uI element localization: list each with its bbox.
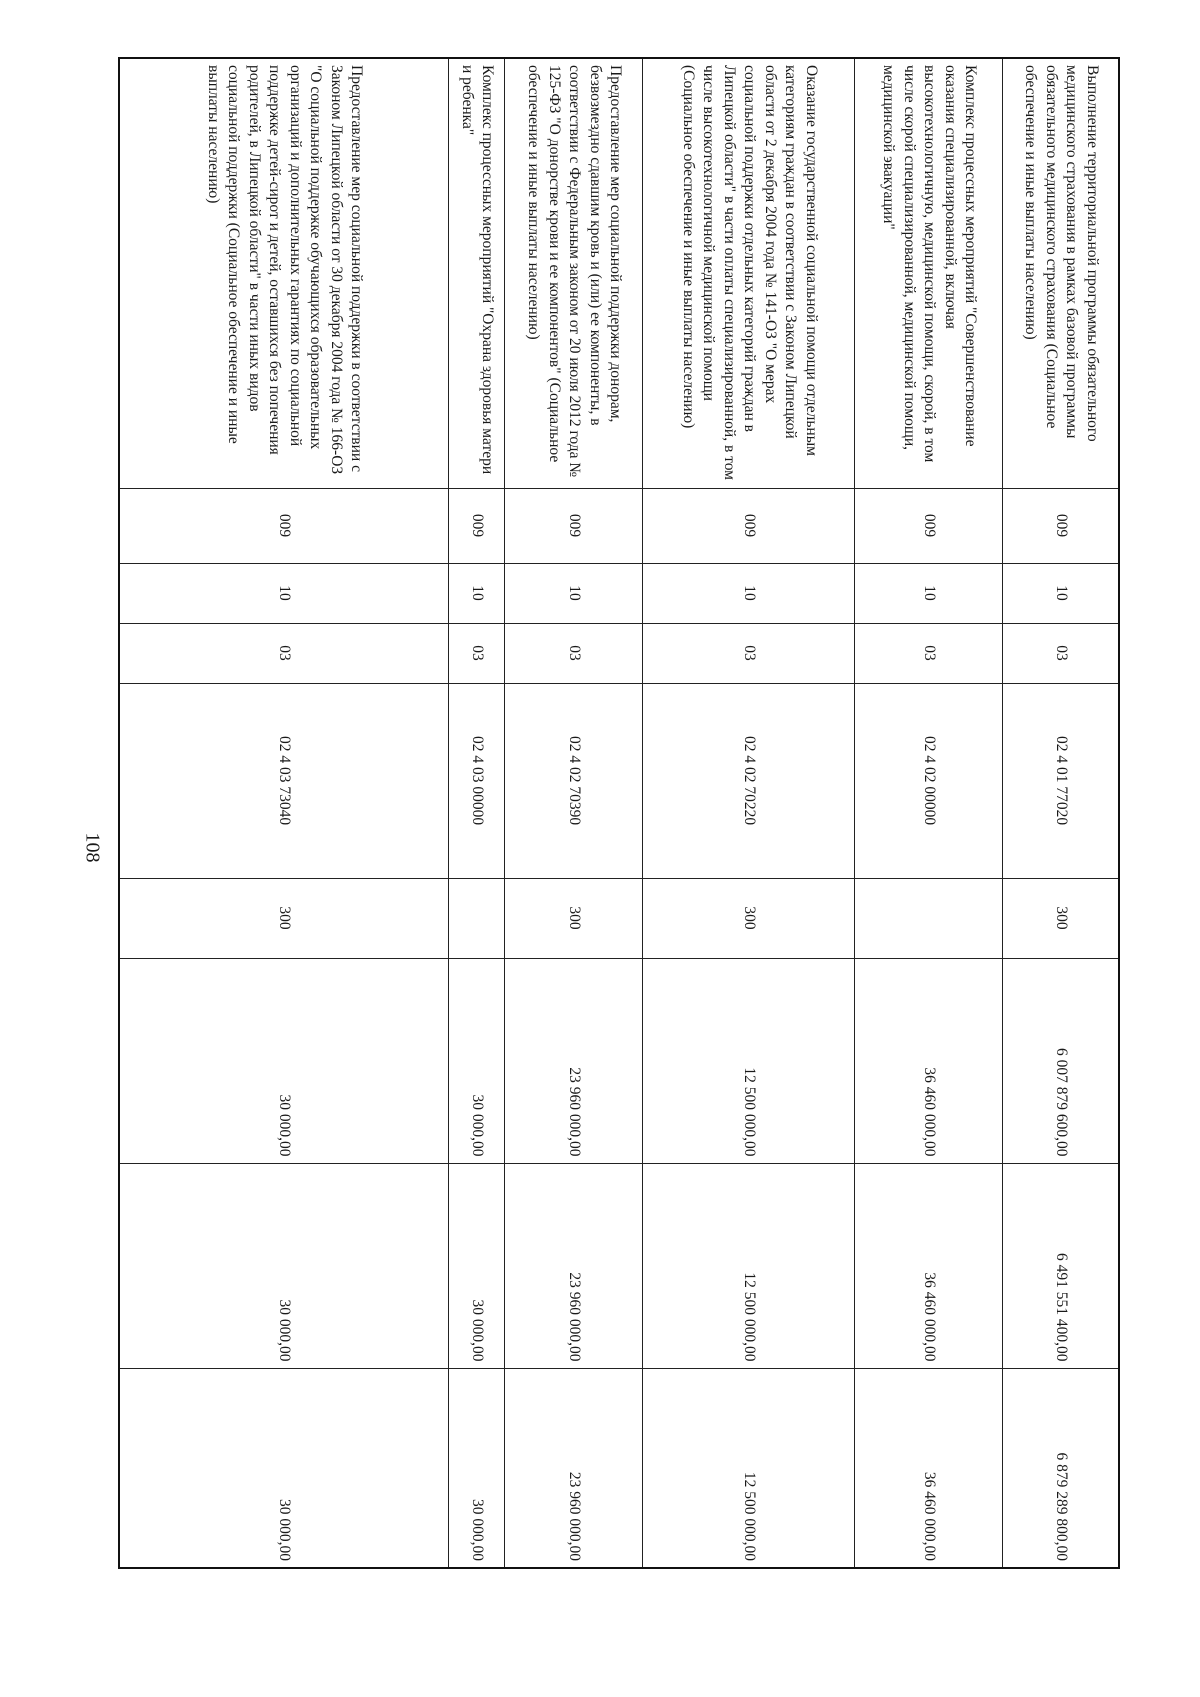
table-row [855, 58, 1003, 1568]
amount-year-3: 36 460 000,00 [855, 1368, 1003, 1568]
page-number: 108 [81, 832, 104, 863]
budget-table [118, 57, 1120, 1569]
subsection-code: 03 [449, 623, 505, 683]
amount-year-2: 36 460 000,00 [855, 1163, 1003, 1368]
grbs-code: 009 [855, 488, 1003, 563]
amount-year-3: 23 960 000,00 [505, 1368, 643, 1568]
grbs-code: 009 [449, 488, 505, 563]
expense-type-code [449, 878, 505, 958]
table-row [643, 58, 855, 1568]
amount-year-3: 30 000,00 [449, 1368, 505, 1568]
expense-type-code: 300 [643, 878, 855, 958]
amount-year-1: 23 960 000,00 [505, 958, 643, 1163]
section-code: 10 [505, 563, 643, 623]
row-description: Предоставление мер социальной поддержки донорам, безвозмездно сдавшим кровь и (или) ее компоненты, в соответствии с Федеральным законом от 20 июля 2012 года № 125-ФЗ "О донорстве крови и ее компонентов" (Социальное обеспечение и иные выплаты населению) [505, 58, 643, 488]
row-description: Оказание государственной социальной помощи отдельным категориям граждан в соответствии с Законом Липецкой области от 2 декабря 2004 года № 141-ОЗ "О мерах социальной поддержки отдельных категорий граждан в Липецкой области" в части оплаты специализированной, в том числе высокотехнологичной медицинской помощи (Социальное обеспечение и иные выплаты населению) [643, 58, 855, 488]
section-code: 10 [1003, 563, 1119, 623]
amount-year-1: 30 000,00 [449, 958, 505, 1163]
expense-type-code: 300 [1003, 878, 1119, 958]
table-row [449, 58, 505, 1568]
section-code: 10 [449, 563, 505, 623]
section-code: 10 [855, 563, 1003, 623]
amount-year-1: 36 460 000,00 [855, 958, 1003, 1163]
row-description: Комплекс процессных мероприятий "Совершенствование оказания специализированной, включая высокотехнологичную, медицинской помощи, скорой, в том числе скорой специализированной, медицинской помощи, медицинской эвакуации" [855, 58, 1003, 488]
expense-type-code: 300 [505, 878, 643, 958]
target-article-code: 02 4 02 70220 [643, 683, 855, 878]
section-code: 10 [643, 563, 855, 623]
target-article-code: 02 4 02 00000 [855, 683, 1003, 878]
table-row [119, 58, 449, 1568]
table-row [505, 58, 643, 1568]
amount-year-2: 30 000,00 [119, 1163, 449, 1368]
target-article-code: 02 4 03 00000 [449, 683, 505, 878]
expense-type-code [855, 878, 1003, 958]
target-article-code: 02 4 03 73040 [119, 683, 449, 878]
rotated-table-container [120, 57, 1120, 1567]
subsection-code: 03 [505, 623, 643, 683]
amount-year-1: 30 000,00 [119, 958, 449, 1163]
amount-year-3: 6 879 289 800,00 [1003, 1368, 1119, 1568]
grbs-code: 009 [119, 488, 449, 563]
amount-year-1: 12 500 000,00 [643, 958, 855, 1163]
target-article-code: 02 4 02 70390 [505, 683, 643, 878]
expense-type-code: 300 [119, 878, 449, 958]
amount-year-1: 6 007 879 600,00 [1003, 958, 1119, 1163]
row-description: Комплекс процессных мероприятий "Охрана здоровья матери и ребенка" [449, 58, 505, 488]
table-row [1003, 58, 1119, 1568]
subsection-code: 03 [1003, 623, 1119, 683]
subsection-code: 03 [119, 623, 449, 683]
row-description: Предоставление мер социальной поддержки в соответствии с Законом Липецкой области от 30 декабря 2004 года № 166-ОЗ "О социальной поддержке обучающихся образовательных организаций и дополнительных гарантиях по социальной поддержке детей-сирот и детей, оставшихся без попечения родителей, в Липецкой области" в части иных видов социальной поддержки (Социальное обеспечение и иные выплаты населению) [119, 58, 449, 488]
amount-year-2: 30 000,00 [449, 1163, 505, 1368]
amount-year-2: 23 960 000,00 [505, 1163, 643, 1368]
subsection-code: 03 [643, 623, 855, 683]
amount-year-3: 30 000,00 [119, 1368, 449, 1568]
grbs-code: 009 [1003, 488, 1119, 563]
grbs-code: 009 [643, 488, 855, 563]
amount-year-2: 6 491 551 400,00 [1003, 1163, 1119, 1368]
row-description: Выполнение территориальной программы обязательного медицинского страхования в рамках базовой программы обязательного медицинского страхования (Социальное обеспечение и иные выплаты населению) [1003, 58, 1119, 488]
amount-year-2: 12 500 000,00 [643, 1163, 855, 1368]
section-code: 10 [119, 563, 449, 623]
target-article-code: 02 4 01 77020 [1003, 683, 1119, 878]
rotated-table-frame [120, 57, 1120, 1567]
amount-year-3: 12 500 000,00 [643, 1368, 855, 1568]
grbs-code: 009 [505, 488, 643, 563]
subsection-code: 03 [855, 623, 1003, 683]
